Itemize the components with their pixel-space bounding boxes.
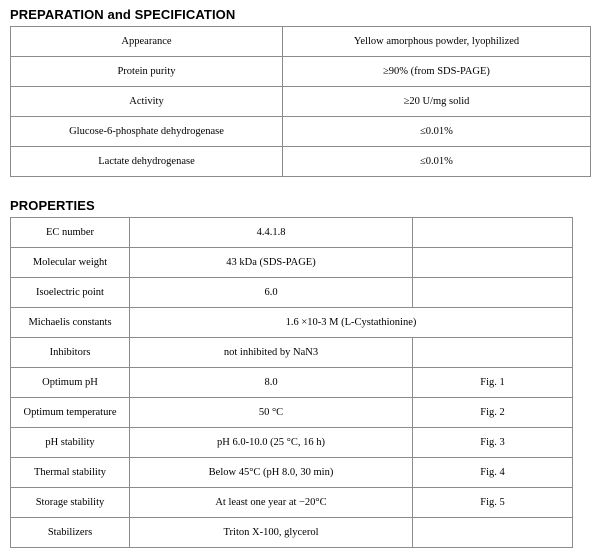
table-row: [11, 398, 573, 428]
row-label: Lactate dehydrogenase: [11, 147, 283, 177]
row-label: pH stability: [11, 428, 130, 458]
table-row: [11, 278, 573, 308]
row-value: ≤0.01%: [283, 147, 591, 177]
table-row: [11, 428, 573, 458]
row-label: Isoelectric point: [11, 278, 130, 308]
preparation-heading: PREPARATION and SPECIFICATION: [10, 7, 236, 22]
row-value: 4.4.1.8: [130, 218, 413, 248]
row-label: Stabilizers: [11, 518, 130, 548]
row-label: EC number: [11, 218, 130, 248]
row-value: Below 45°C (pH 8.0, 30 min): [130, 458, 413, 488]
table-row: [11, 308, 573, 338]
properties-table: [10, 217, 573, 548]
row-value: 1.6 ×10-3 M (L-Cystathionine): [130, 308, 573, 338]
row-value: At least one year at −20°C: [130, 488, 413, 518]
row-label: Thermal stability: [11, 458, 130, 488]
table-row: [11, 368, 573, 398]
row-ref: [413, 338, 573, 368]
row-value: 50 °C: [130, 398, 413, 428]
row-ref: Fig. 3: [413, 428, 573, 458]
table-row: [11, 147, 591, 177]
row-ref: Fig. 5: [413, 488, 573, 518]
table-row: [11, 488, 573, 518]
properties-heading: PROPERTIES: [10, 198, 95, 213]
table-row: [11, 87, 591, 117]
table-row: [11, 338, 573, 368]
row-label: Glucose-6-phosphate dehydrogenase: [11, 117, 283, 147]
row-ref: Fig. 1: [413, 368, 573, 398]
row-label: Inhibitors: [11, 338, 130, 368]
row-value: ≥90% (from SDS-PAGE): [283, 57, 591, 87]
row-label: Michaelis constants: [11, 308, 130, 338]
row-value: 6.0: [130, 278, 413, 308]
row-ref: [413, 248, 573, 278]
row-value: 8.0: [130, 368, 413, 398]
row-label: Molecular weight: [11, 248, 130, 278]
row-ref: [413, 278, 573, 308]
table-row: [11, 218, 573, 248]
row-label: Optimum pH: [11, 368, 130, 398]
row-label: Storage stability: [11, 488, 130, 518]
row-ref: [413, 218, 573, 248]
row-label: Optimum temperature: [11, 398, 130, 428]
row-value: not inhibited by NaN3: [130, 338, 413, 368]
table-row: [11, 458, 573, 488]
table-row: [11, 117, 591, 147]
row-label: Protein purity: [11, 57, 283, 87]
table-row: [11, 248, 573, 278]
row-label: Appearance: [11, 27, 283, 57]
row-value: ≤0.01%: [283, 117, 591, 147]
row-ref: [413, 518, 573, 548]
row-value: Triton X-100, glycerol: [130, 518, 413, 548]
row-value: Yellow amorphous powder, lyophilized: [283, 27, 591, 57]
row-value: 43 kDa (SDS-PAGE): [130, 248, 413, 278]
table-row: [11, 57, 591, 87]
row-label: Activity: [11, 87, 283, 117]
row-value: pH 6.0-10.0 (25 °C, 16 h): [130, 428, 413, 458]
table-row: [11, 27, 591, 57]
row-ref: Fig. 2: [413, 398, 573, 428]
row-ref: Fig. 4: [413, 458, 573, 488]
table-row: [11, 518, 573, 548]
row-value: ≥20 U/mg solid: [283, 87, 591, 117]
preparation-table: [10, 26, 591, 177]
